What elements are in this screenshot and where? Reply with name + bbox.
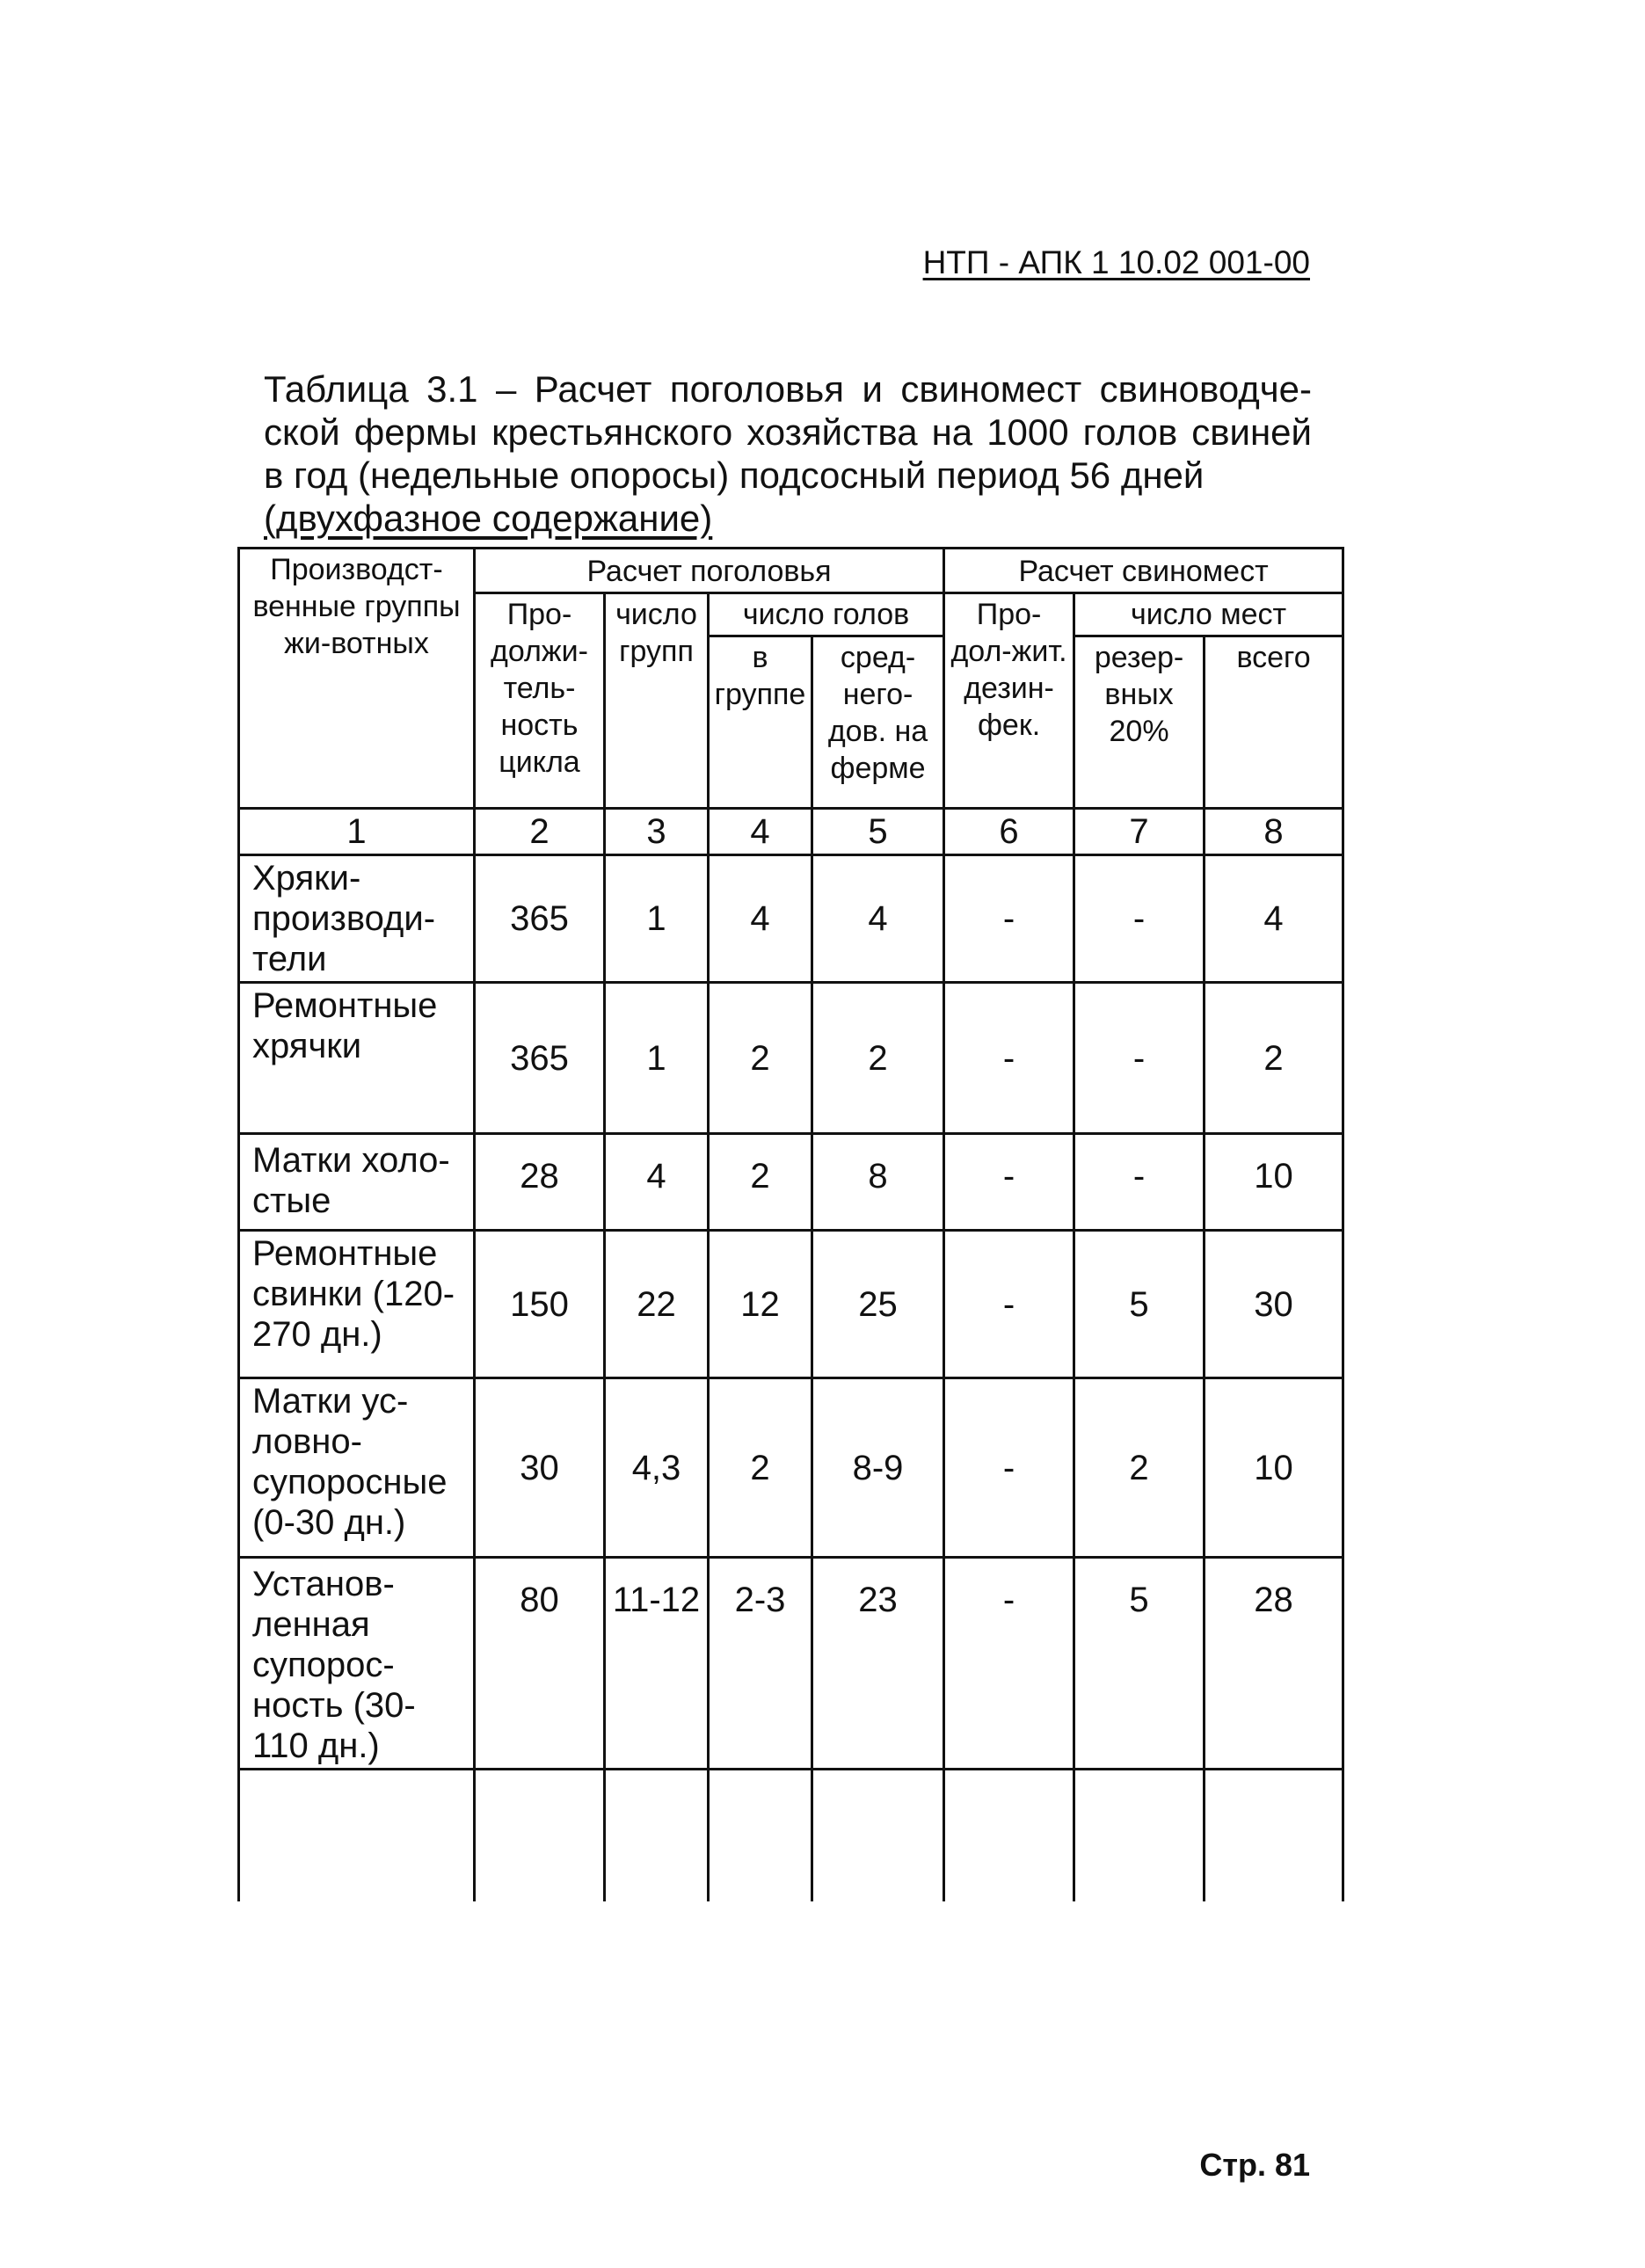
header-head-count: число голов xyxy=(709,593,944,636)
header-total: всего xyxy=(1205,636,1343,809)
page-number: Стр. 81 xyxy=(1199,2147,1310,2183)
cell-value: 25 xyxy=(812,1231,944,1378)
cell-value: 4 xyxy=(1205,855,1343,983)
cell-value: 11-12 xyxy=(605,1558,709,1770)
header-avg-on-farm: сред-него-дов. на ферме xyxy=(812,636,944,809)
cell-value: 365 xyxy=(475,983,605,1134)
row-name: Установ-ленная супорос-ность (30-110 дн.) xyxy=(239,1558,475,1770)
cell-value: 22 xyxy=(605,1231,709,1378)
cell-value: 1 xyxy=(605,983,709,1134)
table-row xyxy=(239,1378,1343,1558)
caption-line-4: (двухфазное содержание) xyxy=(264,498,713,539)
cell-value: 5 xyxy=(1074,1558,1205,1770)
cell-value: 28 xyxy=(1205,1558,1343,1770)
table-row xyxy=(239,983,1343,1134)
cell-value: 2 xyxy=(812,983,944,1134)
row-name: Ремонтные свинки (120-270 дн.) xyxy=(239,1231,475,1378)
cell-value: 10 xyxy=(1205,1378,1343,1558)
column-number: 3 xyxy=(605,809,709,855)
cell-value: 4,3 xyxy=(605,1378,709,1558)
cell-value: - xyxy=(944,1558,1074,1770)
cell-value: - xyxy=(1074,983,1205,1134)
column-number: 7 xyxy=(1074,809,1205,855)
table-row xyxy=(239,1231,1343,1378)
column-number: 4 xyxy=(709,809,812,855)
cell-value: 4 xyxy=(812,855,944,983)
column-number: 1 xyxy=(239,809,475,855)
cell-value: 5 xyxy=(1074,1231,1205,1378)
header-in-group: в группе xyxy=(709,636,812,809)
cell-value: 2-3 xyxy=(709,1558,812,1770)
header-herd-calc: Расчет поголовья xyxy=(475,549,944,593)
cell-value: 23 xyxy=(812,1558,944,1770)
cell-value: 8-9 xyxy=(812,1378,944,1558)
caption-line-1: Таблица 3.1 – Расчет поголовья и свиномест свиноводче- xyxy=(264,368,1312,410)
table-row xyxy=(239,855,1343,983)
table-caption xyxy=(264,367,1312,540)
cell-value: 365 xyxy=(475,855,605,983)
cell-value: 2 xyxy=(1205,983,1343,1134)
cell-value: 8 xyxy=(812,1134,944,1231)
column-number: 6 xyxy=(944,809,1074,855)
row-name: Хряки-производи-тели xyxy=(239,855,475,983)
header-groups: Производст-венные группы жи-вотных xyxy=(239,549,475,809)
cell-value: - xyxy=(944,983,1074,1134)
row-name: Матки холо-стые xyxy=(239,1134,475,1231)
cell-value: - xyxy=(1074,1134,1205,1231)
row-name: Матки ус-ловно-супоросные (0-30 дн.) xyxy=(239,1378,475,1558)
header-place-count: число мест xyxy=(1074,593,1343,636)
cell-value: 12 xyxy=(709,1231,812,1378)
cell-value: - xyxy=(1074,855,1205,983)
herd-calculation-table xyxy=(237,547,1344,1901)
header-places-calc: Расчет свиномест xyxy=(944,549,1343,593)
table-row xyxy=(239,1558,1343,1770)
header-reserve: резер-вных 20% xyxy=(1074,636,1205,809)
cell-value: 80 xyxy=(475,1558,605,1770)
cell-value: 28 xyxy=(475,1134,605,1231)
cell-value: - xyxy=(944,1134,1074,1231)
column-number: 2 xyxy=(475,809,605,855)
table-row xyxy=(239,1134,1343,1231)
cell-value: 4 xyxy=(709,855,812,983)
cell-value: 10 xyxy=(1205,1134,1343,1231)
document-code: НТП - АПК 1 10.02 001-00 xyxy=(922,244,1310,280)
table-continuation xyxy=(239,1770,1343,1902)
cell-value: 2 xyxy=(1074,1378,1205,1558)
header-disinfect-duration: Про-дол-жит. дезин-фек. xyxy=(944,593,1074,809)
cell-value: 1 xyxy=(605,855,709,983)
cell-value: 4 xyxy=(605,1134,709,1231)
caption-line-3: в год (недельные опоросы) подсосный период 56 дней xyxy=(264,454,1205,496)
cell-value: - xyxy=(944,855,1074,983)
cell-value: 2 xyxy=(709,1134,812,1231)
cell-value: 30 xyxy=(1205,1231,1343,1378)
cell-value: 30 xyxy=(475,1378,605,1558)
header-group-count: число групп xyxy=(605,593,709,809)
header-cycle-duration: Про-должи-тель-ность цикла xyxy=(475,593,605,809)
row-name: Ремонтные хрячки xyxy=(239,983,475,1134)
cell-value: 150 xyxy=(475,1231,605,1378)
cell-value: 2 xyxy=(709,1378,812,1558)
cell-value: - xyxy=(944,1231,1074,1378)
column-number: 8 xyxy=(1205,809,1343,855)
column-number: 5 xyxy=(812,809,944,855)
caption-line-2: ской фермы крестьянского хозяйства на 1000 голов свиней xyxy=(264,411,1312,453)
cell-value: 2 xyxy=(709,983,812,1134)
cell-value: - xyxy=(944,1378,1074,1558)
